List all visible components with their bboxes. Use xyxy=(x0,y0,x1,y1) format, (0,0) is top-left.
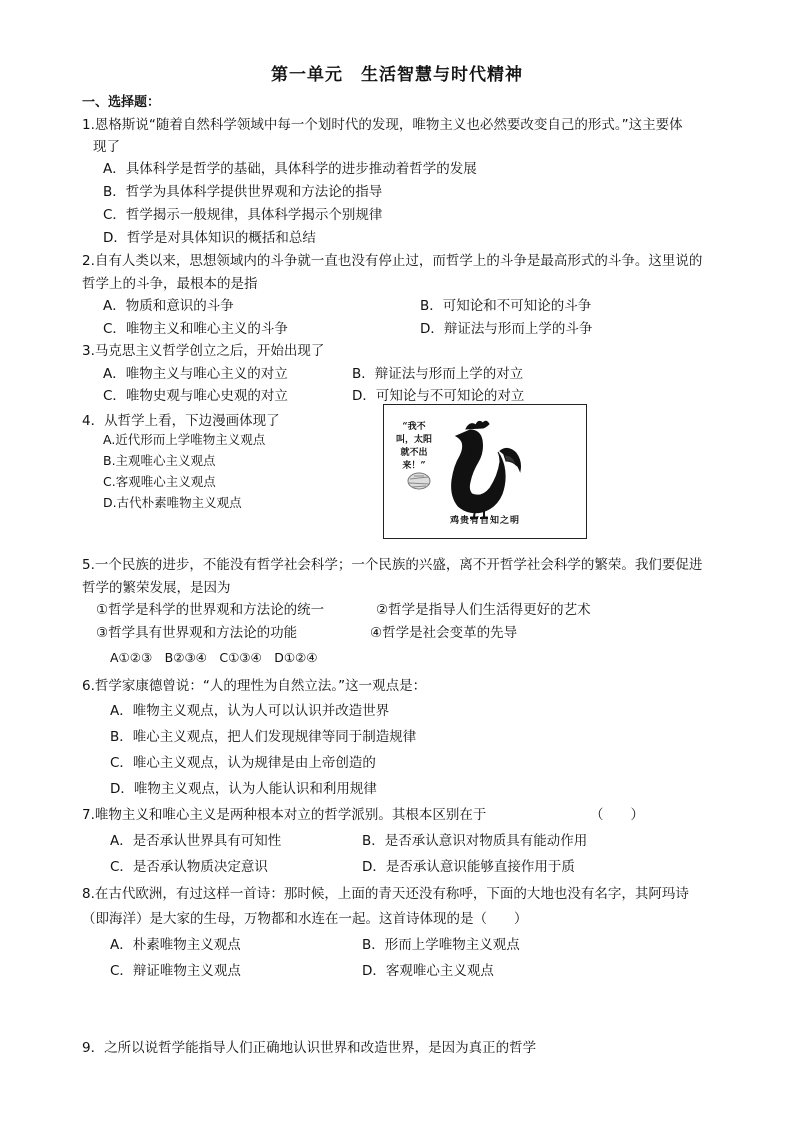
q8-option-b: B．形而上学唯物主义观点 xyxy=(362,937,520,953)
q8-stem-line1: 8.在古代欧洲，有过这样一首诗：那时候，上面的青天还没有称呼，下面的大地也没有名字，其阿玛诗 xyxy=(82,886,689,902)
q7-option-b: B．是否承认意识对物质具有能动作用 xyxy=(362,833,588,849)
q1-option-c: C．哲学揭示一般规律，具体科学揭示个别规律 xyxy=(103,207,383,223)
q6-option-b: B．唯心主义观点，把人们发现规律等同于制造规律 xyxy=(110,729,417,745)
q5-options: A①②③ B②③④ C①③④ D①②④ xyxy=(110,650,318,665)
cartoon-speech-text: “我不叫，太阳就不出来！” xyxy=(395,422,432,471)
q2-option-c: C．唯物主义和唯心主义的斗争 xyxy=(103,321,288,337)
q8-option-c: C．辩证唯物主义观点 xyxy=(110,963,241,979)
q5-statement-2: ②哲学是指导人们生活得更好的艺术 xyxy=(376,602,591,618)
q3-option-a: A．唯物主义与唯心主义的对立 xyxy=(103,366,288,382)
page-title: 第一单元 生活智慧与时代精神 xyxy=(271,65,523,85)
q7-option-a: A．是否承认世界具有可知性 xyxy=(110,833,282,849)
q5-stem-line1: 5.一个民族的进步，不能没有哲学社会科学；一个民族的兴盛，离不开哲学社会科学的繁荣。我们要促进 xyxy=(82,557,703,573)
q1-stem-line1: 1.恩格斯说“随着自然科学领域中每一个划时代的发现，唯物主义也必然要改变自己的形式。”这主要体 xyxy=(82,117,683,133)
q1-option-d: D．哲学是对具体知识的概括和总结 xyxy=(103,230,316,246)
sun-sketch xyxy=(408,473,430,489)
q4-option-d: D.古代朴素唯物主义观点 xyxy=(103,495,242,510)
q8-stem-line2: （即海洋）是大家的生母，万物都和水连在一起。这首诗体现的是（ ） xyxy=(82,911,528,927)
q8-option-a: A．朴素唯物主义观点 xyxy=(110,937,241,953)
q6-option-c: C．唯心主义观点，认为规律是由上帝创造的 xyxy=(110,755,376,771)
q7-option-c: C．是否承认物质决定意识 xyxy=(110,859,268,875)
q3-option-c: C．唯物史观与唯心史观的对立 xyxy=(103,388,288,404)
q6-stem: 6.哲学家康德曾说：“人的理性为自然立法。”这一观点是： xyxy=(82,678,427,694)
q7-option-d: D．是否承认意识能够直接作用于质 xyxy=(362,859,575,875)
section-heading: 一、选择题： xyxy=(82,95,161,110)
q1-stem-line2: 现了 xyxy=(93,139,120,155)
q3-option-d: D．可知论与不可知论的对立 xyxy=(352,388,525,404)
q7-stem: 7.唯物主义和唯心主义是两种根本对立的哲学派别。其根本区别在于 xyxy=(82,807,487,823)
q4-stem: 4．从哲学上看，下边漫画体现了 xyxy=(82,413,280,429)
q5-stem-line2: 哲学的繁荣发展，是因为 xyxy=(82,580,231,596)
q6-option-d: D．唯物主义观点，认为人能认识和利用规律 xyxy=(110,781,377,797)
q5-statement-1: ①哲学是科学的世界观和方法论的统一 xyxy=(96,602,325,618)
q2-option-d: D．辩证法与形而上学的斗争 xyxy=(420,321,593,337)
q4-option-a: A.近代形而上学唯物主义观点 xyxy=(103,432,266,447)
q9-stem: 9．之所以说哲学能指导人们正确地认识世界和改造世界，是因为真正的哲学 xyxy=(82,1040,537,1056)
rooster-cartoon xyxy=(383,404,587,539)
q4-option-c: C.客观唯心主义观点 xyxy=(103,474,216,489)
q1-option-a: A．具体科学是哲学的基础，具体科学的进步推动着哲学的发展 xyxy=(103,161,477,177)
cartoon-caption: 鸡贵有自知之明 xyxy=(449,516,520,526)
q3-option-b: B．辩证法与形而上学的对立 xyxy=(352,366,524,382)
q7-answer-paren: （ ） xyxy=(590,807,644,823)
q5-statement-4: ④哲学是社会变革的先导 xyxy=(370,625,518,641)
q2-option-b: B．可知论和不可知论的斗争 xyxy=(420,298,592,314)
q4-option-b: B.主观唯心主义观点 xyxy=(103,453,216,468)
q6-option-a: A．唯物主义观点，认为人可以认识并改造世界 xyxy=(110,703,390,719)
q2-option-a: A．物质和意识的斗争 xyxy=(103,298,234,314)
q3-stem: 3.马克思主义哲学创立之后，开始出现了 xyxy=(82,343,325,359)
q5-statement-3: ③哲学具有世界观和方法论的功能 xyxy=(96,625,298,641)
q2-stem-line2: 哲学上的斗争，最根本的是指 xyxy=(82,276,258,292)
q2-stem-line1: 2.自有人类以来，思想领域内的斗争就一直也没有停止过，而哲学上的斗争是最高形式的斗争。这里说的 xyxy=(82,253,703,269)
q1-option-b: B．哲学为具体科学提供世界观和方法论的指导 xyxy=(103,184,383,200)
rooster-figure xyxy=(452,421,521,518)
q8-option-d: D．客观唯心主义观点 xyxy=(362,963,494,979)
